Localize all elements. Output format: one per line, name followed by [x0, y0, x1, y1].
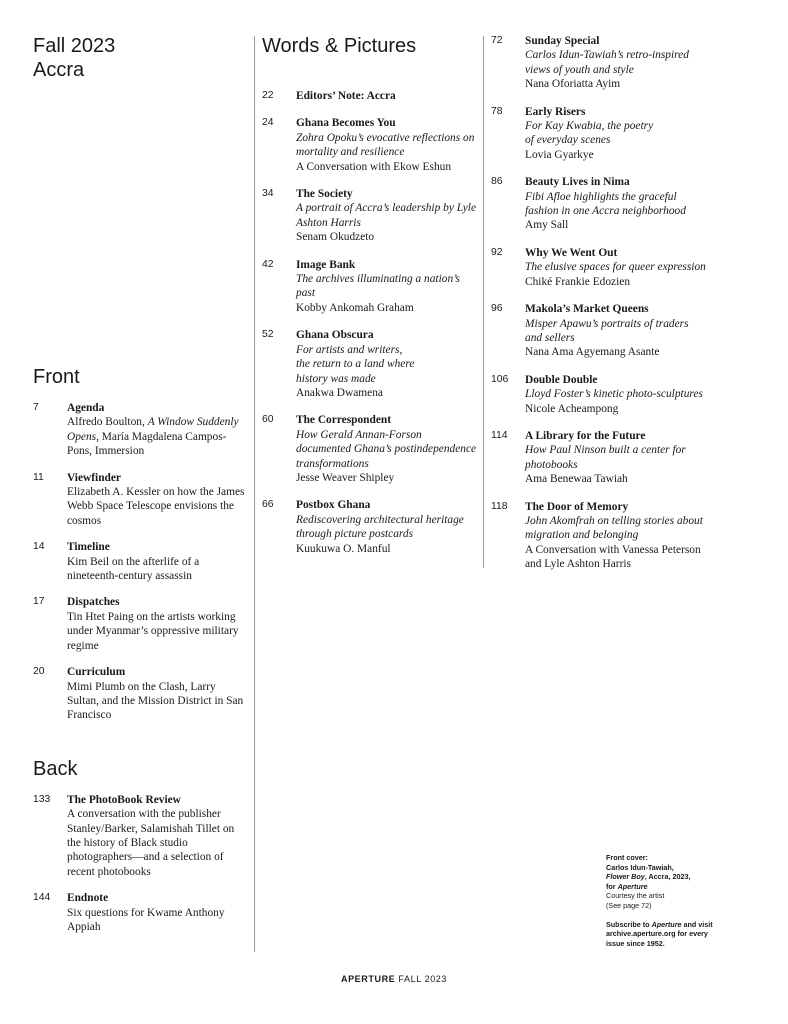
toc-entry[interactable] [33, 471, 248, 529]
entry-dek: John Akomfrah on telling stories about migration and belonging [525, 514, 703, 542]
entry-title: Makola’s Market Queens [525, 303, 649, 316]
page-number: 118 [491, 500, 508, 512]
credit-work-details: , Accra, 2023, [644, 872, 691, 882]
entry-title: Image Bank [296, 258, 356, 271]
entry-title: The Society [296, 188, 353, 201]
toc-entry[interactable] [491, 500, 706, 572]
toc-entry[interactable] [262, 187, 477, 245]
toc-entry[interactable] [491, 246, 706, 289]
entry-dek: How Gerald Annan-Forson documented Ghana’s postindependence transformations [296, 428, 477, 470]
toc-entry[interactable] [33, 401, 248, 459]
entry-title: Beauty Lives in Nima [525, 176, 630, 189]
toc-entry[interactable] [33, 665, 248, 723]
entry-dek: Zohra Opoku’s evocative reflections on mortality and resilience [296, 131, 475, 159]
page-number: 11 [33, 471, 44, 483]
column-divider [483, 36, 484, 568]
footer-issue: FALL 2023 [398, 974, 448, 984]
entry-title: Early Risers [525, 105, 586, 118]
entry-description: Tin Htet Paing on the artists working under Myanmar’s oppressive military regime [67, 610, 239, 652]
entry-author: Ama Benewaa Tawiah [525, 473, 628, 486]
toc-entry[interactable] [262, 116, 477, 174]
entry-dek: The elusive spaces for queer expression [525, 261, 706, 274]
page-number: 106 [491, 373, 509, 385]
entry-title: The Correspondent [296, 414, 392, 427]
front-heading: Front [33, 366, 80, 388]
left-column [33, 34, 248, 946]
entry-title: Ghana Obscura [296, 329, 374, 342]
toc-entry[interactable] [262, 328, 477, 400]
toc-entry[interactable] [262, 413, 477, 485]
page-number: 133 [33, 793, 51, 805]
toc-entry[interactable] [262, 89, 477, 103]
page-number: 60 [262, 414, 274, 426]
entry-dek: For artists and writers, the return to a land where history was made [296, 343, 415, 385]
entry-description: Elizabeth A. Kessler on how the James Webb Space Telescope envisions the cosmos [67, 486, 245, 527]
subscribe-name: Aperture [651, 919, 682, 929]
entry-author: Lovia Gyarkye [525, 148, 594, 161]
entry-author: Chiké Frankie Edozien [525, 275, 631, 288]
entry-title: Ghana Becomes You [296, 117, 396, 130]
toc-entry[interactable] [491, 302, 706, 360]
words-pictures-heading: Words & Pictures [262, 35, 417, 57]
entry-dek: For Kay Kwabia, the poetry of everyday scenes [525, 120, 654, 147]
entry-dek: Fibi Afloe highlights the graceful fashion in one Accra neighborhood [525, 190, 686, 218]
page-number: 14 [33, 541, 45, 553]
entry-author: Nicole Acheampong [525, 402, 619, 415]
entry-dek: Lloyd Foster’s kinetic photo-sculptures [525, 388, 703, 401]
entry-description: A conversation with the publisher Stanley/Barker, Salamishah Tillet on the history of Black studio photographers—and a selection of recent photobooks [67, 808, 235, 878]
page-number: 22 [262, 90, 274, 101]
page-number: 20 [33, 666, 45, 678]
column-divider [254, 36, 255, 952]
entry-dek: How Paul Ninson built a center for photobooks [525, 444, 686, 471]
credit-for-name: Aperture [617, 881, 648, 891]
entry-title: Dispatches [67, 596, 120, 609]
entry-author: Anakwa Dwamena [296, 386, 383, 399]
entry-author: Jesse Weaver Shipley [296, 471, 395, 484]
credit-artist: Carlos Idun-Tawiah, [606, 862, 674, 872]
page-number: 24 [262, 117, 274, 129]
toc-entry[interactable] [491, 105, 706, 163]
entry-author: A Conversation with Ekow Eshun [296, 160, 452, 173]
entry-title: Timeline [67, 541, 110, 554]
entry-author: Kuukuwa O. Manful [296, 542, 391, 555]
toc-entry[interactable] [491, 175, 706, 233]
page-number: 96 [491, 303, 503, 315]
entry-description: Alfredo Boulton, A Window Suddenly Opens, María Magdalena Campos-Pons, Immersion [67, 416, 239, 458]
entry-title: Why We Went Out [525, 246, 618, 259]
entry-title: The Door of Memory [525, 500, 629, 513]
back-heading: Back [33, 757, 78, 780]
subscribe-details[interactable]: and visit archive.aperture.org for every issue since 1952. [606, 919, 713, 948]
credit-see-page: (See page 72) [606, 900, 652, 910]
entry-description: Six questions for Kwame Anthony Appiah [67, 906, 225, 933]
page-number: 17 [33, 596, 45, 608]
right-column [491, 34, 706, 585]
entry-author: A Conversation with Vanessa Peterson and Lyle Ashton Harris [525, 543, 701, 571]
toc-entry[interactable] [262, 498, 477, 556]
entry-author: Amy Sall [525, 219, 569, 232]
entry-author: Nana Oforiatta Ayim [525, 78, 621, 91]
middle-column [262, 34, 477, 569]
page-number: 114 [491, 429, 508, 441]
toc-entry[interactable] [491, 34, 706, 92]
page-number: 52 [262, 329, 274, 341]
page-footer [0, 974, 788, 984]
toc-entry[interactable] [491, 373, 706, 416]
footer-brand: APERTURE [340, 974, 396, 984]
credit-label: Front cover: [606, 853, 648, 862]
entry-dek: A portrait of Accra’s leadership by Lyle Ashton Harris [296, 202, 477, 229]
toc-entry[interactable] [33, 595, 248, 653]
entry-dek: Rediscovering architectural heritage through picture postcards [296, 513, 464, 541]
entry-title: Postbox Ghana [296, 499, 371, 512]
subscribe-text: Subscribe to [606, 919, 652, 929]
page-number: 92 [491, 246, 503, 258]
issue-season: Fall 2023 [33, 35, 116, 57]
page-number: 34 [262, 188, 274, 200]
credit-courtesy: Courtesy the artist [606, 891, 665, 901]
entry-description: Kim Beil on the afterlife of a nineteenth-century assassin [67, 555, 200, 583]
entry-dek: Misper Apawu’s portraits of traders and sellers [525, 317, 689, 344]
credit-work: Flower Boy [606, 872, 645, 882]
entry-dek: Carlos Idun-Tawiah’s retro-inspired views of youth and style [525, 49, 689, 76]
entry-title: A Library for the Future [525, 429, 646, 442]
toc-entry[interactable] [491, 429, 706, 487]
entry-dek: The archives illuminating a nation’s past [296, 273, 460, 300]
entry-title: Sunday Special [525, 35, 600, 47]
page-number: 7 [33, 402, 39, 413]
entry-author: Kobby Ankomah Graham [296, 301, 414, 314]
page-number: 78 [491, 105, 503, 117]
toc-entry[interactable] [33, 540, 248, 583]
entry-title: Agenda [67, 402, 105, 414]
entry-title: The PhotoBook Review [67, 793, 181, 806]
entry-author: Nana Ama Agyemang Asante [525, 346, 660, 359]
entry-title: Endnote [67, 892, 109, 905]
page-number: 72 [491, 35, 503, 46]
entry-title: Editors’ Note: Accra [296, 90, 396, 102]
entry-title: Double Double [525, 373, 598, 386]
toc-entry[interactable] [33, 793, 248, 879]
toc-entry[interactable] [262, 258, 477, 316]
toc-entry[interactable] [33, 891, 248, 934]
credit-for: for [606, 881, 618, 891]
page-number: 144 [33, 892, 51, 904]
page-number: 42 [262, 258, 274, 270]
issue-title: Accra [33, 59, 85, 81]
entry-author: Senam Okudzeto [296, 231, 375, 244]
entry-description: Mimi Plumb on the Clash, Larry Sultan, and the Mission District in San Francisco [67, 680, 244, 722]
entry-title: Curriculum [67, 666, 126, 679]
page-number: 66 [262, 499, 274, 511]
cover-credit [606, 853, 716, 948]
page-number: 86 [491, 176, 503, 188]
entry-title: Viewfinder [67, 471, 121, 484]
